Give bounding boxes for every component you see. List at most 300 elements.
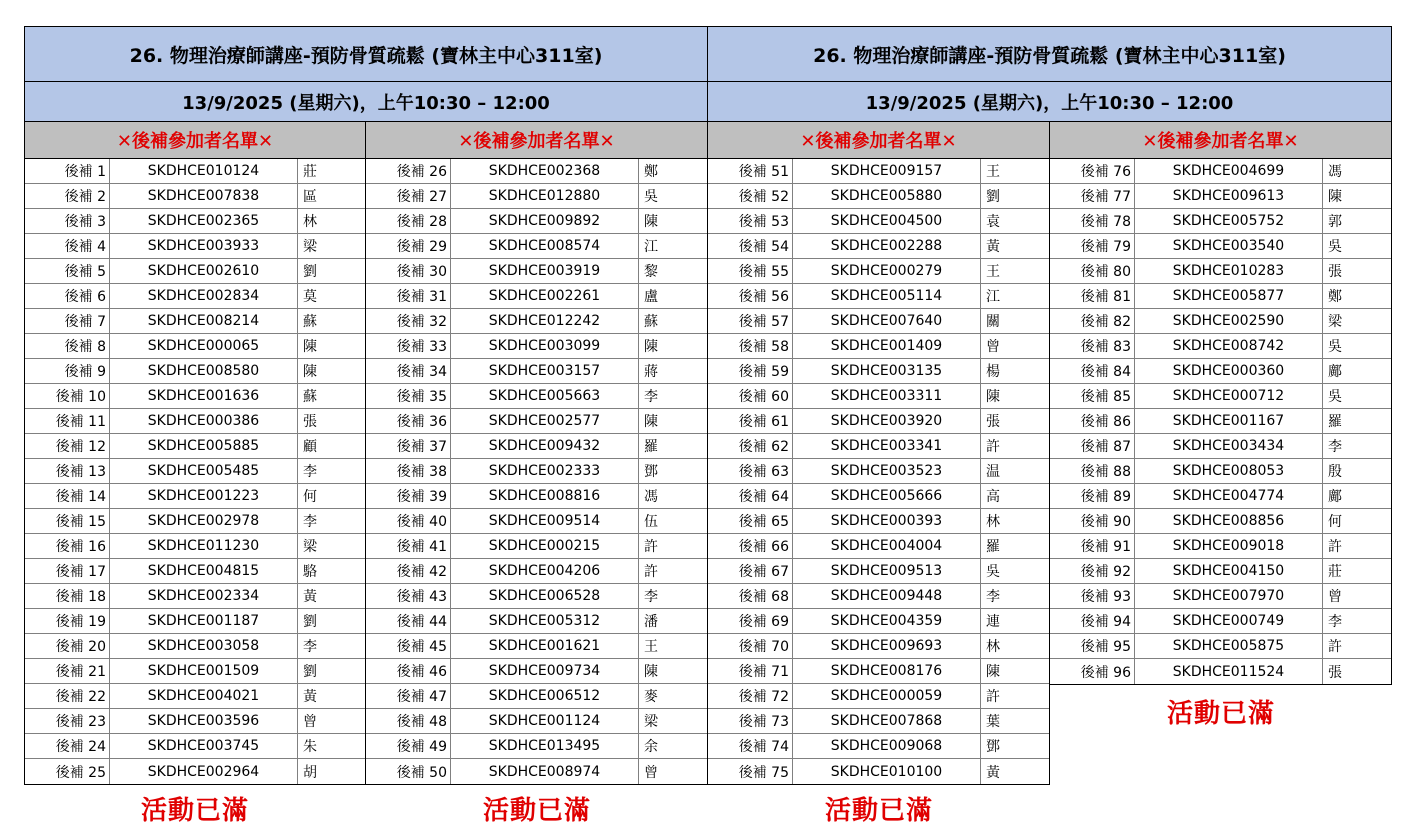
- table-row: [366, 234, 707, 259]
- waitlist-number: 後補 94: [1050, 609, 1135, 633]
- table-row: [708, 459, 1049, 484]
- waitlist-number: 後補 86: [1050, 409, 1135, 433]
- member-code: SKDHCE003135: [793, 359, 981, 383]
- table-row: [25, 659, 365, 684]
- waitlist-number: 後補 74: [708, 734, 793, 758]
- member-code: SKDHCE005312: [451, 609, 639, 633]
- table-row: [1050, 334, 1391, 359]
- waitlist-number: 後補 84: [1050, 359, 1135, 383]
- member-code: SKDHCE002365: [110, 209, 298, 233]
- table-row: [25, 334, 365, 359]
- member-code: SKDHCE003341: [793, 434, 981, 458]
- member-surname: 梁: [1328, 314, 1342, 330]
- waitlist-number: 後補 79: [1050, 234, 1135, 258]
- waitlist-number: 後補 25: [25, 759, 110, 784]
- member-surname: 黎: [644, 264, 658, 280]
- member-code: SKDHCE005885: [110, 434, 298, 458]
- member-surname: 林: [986, 639, 1000, 655]
- waitlist-number: 後補 57: [708, 309, 793, 333]
- waitlist-number: 後補 59: [708, 359, 793, 383]
- event-date: 13/9/2025 (星期六)，上午10:30 – 12:00: [24, 82, 708, 122]
- member-surname: 羅: [1328, 414, 1342, 430]
- waitlist-number: 後補 52: [708, 184, 793, 208]
- table-row: [366, 759, 707, 784]
- member-code: SKDHCE003933: [110, 234, 298, 258]
- member-code: SKDHCE010283: [1135, 259, 1323, 283]
- member-surname: 蔣: [644, 364, 658, 380]
- waitlist-rows: [24, 159, 366, 785]
- waitlist-number: 後補 87: [1050, 434, 1135, 458]
- waitlist-number: 後補 90: [1050, 509, 1135, 533]
- member-code: SKDHCE001167: [1135, 409, 1323, 433]
- table-row: [25, 259, 365, 284]
- member-surname: 莊: [1328, 564, 1342, 580]
- member-code: SKDHCE008856: [1135, 509, 1323, 533]
- waitlist-number: 後補 95: [1050, 634, 1135, 658]
- waitlist-number: 後補 71: [708, 659, 793, 683]
- waitlist-number: 後補 45: [366, 634, 451, 658]
- member-code: SKDHCE005663: [451, 384, 639, 408]
- waitlist-number: 後補 1: [25, 159, 110, 183]
- table-row: [25, 534, 365, 559]
- waitlist-number: 後補 35: [366, 384, 451, 408]
- member-surname: 陳: [644, 664, 658, 680]
- event-date: 13/9/2025 (星期六)，上午10:30 – 12:00: [708, 82, 1392, 122]
- member-surname: 鄺: [1328, 364, 1342, 380]
- member-code: SKDHCE001124: [451, 709, 639, 733]
- member-surname: 王: [986, 164, 1000, 180]
- member-surname: 麥: [644, 689, 658, 705]
- waitlist-header: ✕後補參加者名單✕: [24, 122, 366, 159]
- member-surname: 殷: [1328, 464, 1342, 480]
- table-row: [708, 534, 1049, 559]
- member-code: SKDHCE009613: [1135, 184, 1323, 208]
- table-row: [708, 484, 1049, 509]
- table-row: [366, 384, 707, 409]
- waitlist-number: 後補 53: [708, 209, 793, 233]
- waitlist-number: 後補 37: [366, 434, 451, 458]
- waitlist-number: 後補 8: [25, 334, 110, 358]
- member-code: SKDHCE000065: [110, 334, 298, 358]
- member-code: SKDHCE002368: [451, 159, 639, 183]
- member-code: SKDHCE004815: [110, 559, 298, 583]
- table-row: [366, 409, 707, 434]
- waitlist-number: 後補 72: [708, 684, 793, 708]
- member-surname: 鄭: [1328, 289, 1342, 305]
- member-code: SKDHCE010100: [793, 759, 981, 784]
- waitlist-number: 後補 44: [366, 609, 451, 633]
- member-code: SKDHCE009068: [793, 734, 981, 758]
- member-code: SKDHCE009734: [451, 659, 639, 683]
- member-code: SKDHCE008742: [1135, 334, 1323, 358]
- waitlist-number: 後補 49: [366, 734, 451, 758]
- member-code: SKDHCE003919: [451, 259, 639, 283]
- member-surname: 張: [1328, 664, 1342, 681]
- member-surname: 盧: [644, 289, 658, 305]
- table-row: [708, 409, 1049, 434]
- table-row: [25, 709, 365, 734]
- table-row: [1050, 234, 1391, 259]
- member-code: SKDHCE004004: [793, 534, 981, 558]
- table-row: [708, 559, 1049, 584]
- table-row: [708, 359, 1049, 384]
- member-code: SKDHCE003311: [793, 384, 981, 408]
- member-code: SKDHCE005752: [1135, 209, 1323, 233]
- table-row: [25, 584, 365, 609]
- table-row: [708, 384, 1049, 409]
- member-code: SKDHCE002334: [110, 584, 298, 608]
- waitlist-number: 後補 29: [366, 234, 451, 258]
- member-code: SKDHCE011524: [1135, 659, 1323, 684]
- member-surname: 區: [303, 189, 317, 205]
- member-surname: 莫: [303, 289, 317, 305]
- member-code: SKDHCE011230: [110, 534, 298, 558]
- table-row: [366, 484, 707, 509]
- member-surname: 李: [644, 389, 658, 405]
- member-code: SKDHCE005114: [793, 284, 981, 308]
- member-surname: 劉: [303, 264, 317, 280]
- member-code: SKDHCE002978: [110, 509, 298, 533]
- member-code: SKDHCE008580: [110, 359, 298, 383]
- member-code: SKDHCE006512: [451, 684, 639, 708]
- waitlist-number: 後補 76: [1050, 159, 1135, 183]
- member-surname: 曾: [986, 339, 1000, 355]
- member-surname: 李: [303, 639, 317, 655]
- member-surname: 王: [986, 264, 1000, 280]
- waitlist-number: 後補 82: [1050, 309, 1135, 333]
- member-code: SKDHCE009448: [793, 584, 981, 608]
- table-row: [1050, 534, 1391, 559]
- member-code: SKDHCE002610: [110, 259, 298, 283]
- waitlist-number: 後補 24: [25, 734, 110, 758]
- member-code: SKDHCE007640: [793, 309, 981, 333]
- table-row: [708, 309, 1049, 334]
- waitlist-number: 後補 58: [708, 334, 793, 358]
- table-row: [25, 309, 365, 334]
- table-row: [366, 334, 707, 359]
- member-surname: 連: [986, 614, 1000, 630]
- table-row: [1050, 484, 1391, 509]
- member-surname: 劉: [986, 189, 1000, 205]
- waitlist-number: 後補 11: [25, 409, 110, 433]
- waitlist-number: 後補 32: [366, 309, 451, 333]
- member-code: SKDHCE003058: [110, 634, 298, 658]
- member-code: SKDHCE001509: [110, 659, 298, 683]
- member-code: SKDHCE008574: [451, 234, 639, 258]
- waitlist-number: 後補 96: [1050, 659, 1135, 684]
- member-code: SKDHCE005666: [793, 484, 981, 508]
- member-surname: 江: [986, 289, 1000, 305]
- member-code: SKDHCE004699: [1135, 159, 1323, 183]
- waitlist-number: 後補 39: [366, 484, 451, 508]
- member-surname: 陳: [303, 339, 317, 355]
- table-row: [708, 184, 1049, 209]
- member-surname: 蘇: [303, 314, 317, 330]
- member-code: SKDHCE006528: [451, 584, 639, 608]
- waitlist-number: 後補 3: [25, 209, 110, 233]
- waitlist-number: 後補 13: [25, 459, 110, 483]
- member-surname: 許: [1328, 539, 1342, 555]
- member-code: SKDHCE005875: [1135, 634, 1323, 658]
- member-code: SKDHCE004359: [793, 609, 981, 633]
- table-row: [1050, 259, 1391, 284]
- table-row: [25, 209, 365, 234]
- member-code: SKDHCE004206: [451, 559, 639, 583]
- waitlist-number: 後補 50: [366, 759, 451, 784]
- table-row: [708, 634, 1049, 659]
- member-surname: 鄺: [1328, 489, 1342, 505]
- table-row: [25, 509, 365, 534]
- member-surname: 陳: [644, 414, 658, 430]
- member-code: SKDHCE004774: [1135, 484, 1323, 508]
- table-row: [1050, 159, 1391, 184]
- member-code: SKDHCE000393: [793, 509, 981, 533]
- waitlist-column: [366, 122, 708, 785]
- member-surname: 許: [644, 564, 658, 580]
- waitlist-number: 後補 73: [708, 709, 793, 733]
- member-surname: 許: [1328, 639, 1342, 655]
- waitlist-number: 後補 51: [708, 159, 793, 183]
- table-row: [708, 284, 1049, 309]
- waitlist-number: 後補 56: [708, 284, 793, 308]
- table-row: [1050, 434, 1391, 459]
- member-surname: 黃: [986, 239, 1000, 255]
- waitlist-panel: [24, 26, 708, 822]
- table-row: [366, 559, 707, 584]
- member-surname: 許: [986, 439, 1000, 455]
- table-row: [366, 534, 707, 559]
- member-code: SKDHCE004150: [1135, 559, 1323, 583]
- waitlist-number: 後補 81: [1050, 284, 1135, 308]
- event-title: 26. 物理治療師講座-預防骨質疏鬆 (寶林主中心311室): [708, 26, 1392, 82]
- member-surname: 陳: [1328, 189, 1342, 205]
- member-code: SKDHCE000386: [110, 409, 298, 433]
- table-row: [25, 734, 365, 759]
- waitlist-header: ✕後補參加者名單✕: [708, 122, 1050, 159]
- table-row: [366, 584, 707, 609]
- table-row: [1050, 459, 1391, 484]
- member-code: SKDHCE002333: [451, 459, 639, 483]
- waitlist-number: 後補 23: [25, 709, 110, 733]
- member-surname: 胡: [303, 764, 317, 781]
- member-surname: 曾: [644, 764, 658, 781]
- waitlist-number: 後補 93: [1050, 584, 1135, 608]
- table-row: [708, 659, 1049, 684]
- member-surname: 陳: [303, 364, 317, 380]
- member-surname: 朱: [303, 739, 317, 755]
- waitlist-number: 後補 63: [708, 459, 793, 483]
- waitlist-number: 後補 7: [25, 309, 110, 333]
- table-row: [366, 184, 707, 209]
- member-code: SKDHCE000360: [1135, 359, 1323, 383]
- full-notice: 活動已滿: [1166, 699, 1275, 729]
- member-code: SKDHCE002590: [1135, 309, 1323, 333]
- waitlist-number: 後補 66: [708, 534, 793, 558]
- waitlist-number: 後補 31: [366, 284, 451, 308]
- member-surname: 林: [303, 214, 317, 230]
- member-code: SKDHCE004021: [110, 684, 298, 708]
- member-code: SKDHCE012242: [451, 309, 639, 333]
- waitlist-number: 後補 83: [1050, 334, 1135, 358]
- table-row: [708, 434, 1049, 459]
- member-code: SKDHCE009693: [793, 634, 981, 658]
- member-surname: 陳: [644, 214, 658, 230]
- table-row: [25, 634, 365, 659]
- member-surname: 馮: [1328, 164, 1342, 180]
- waitlist-number: 後補 10: [25, 384, 110, 408]
- member-code: SKDHCE005877: [1135, 284, 1323, 308]
- waitlist-number: 後補 70: [708, 634, 793, 658]
- member-surname: 何: [303, 489, 317, 505]
- member-code: SKDHCE003157: [451, 359, 639, 383]
- member-code: SKDHCE010124: [110, 159, 298, 183]
- table-row: [25, 759, 365, 784]
- member-code: SKDHCE009432: [451, 434, 639, 458]
- table-row: [366, 684, 707, 709]
- member-surname: 顧: [303, 439, 317, 455]
- table-row: [366, 734, 707, 759]
- waitlist-number: 後補 12: [25, 434, 110, 458]
- member-surname: 梁: [303, 239, 317, 255]
- member-code: SKDHCE003540: [1135, 234, 1323, 258]
- member-code: SKDHCE009018: [1135, 534, 1323, 558]
- waitlist-number: 後補 55: [708, 259, 793, 283]
- table-row: [708, 734, 1049, 759]
- member-surname: 吳: [1328, 389, 1342, 405]
- table-row: [708, 234, 1049, 259]
- member-code: SKDHCE003523: [793, 459, 981, 483]
- waitlist-number: 後補 30: [366, 259, 451, 283]
- table-row: [1050, 409, 1391, 434]
- table-row: [366, 709, 707, 734]
- member-surname: 劉: [303, 664, 317, 680]
- member-surname: 余: [644, 739, 658, 755]
- table-row: [708, 159, 1049, 184]
- waitlist-number: 後補 33: [366, 334, 451, 358]
- table-row: [25, 159, 365, 184]
- member-surname: 李: [986, 589, 1000, 605]
- member-code: SKDHCE009514: [451, 509, 639, 533]
- table-row: [25, 609, 365, 634]
- waitlist-number: 後補 91: [1050, 534, 1135, 558]
- member-surname: 李: [1328, 614, 1342, 630]
- member-code: SKDHCE002834: [110, 284, 298, 308]
- waitlist-number: 後補 4: [25, 234, 110, 258]
- member-code: SKDHCE003745: [110, 734, 298, 758]
- table-row: [25, 384, 365, 409]
- member-code: SKDHCE001636: [110, 384, 298, 408]
- table-row: [1050, 184, 1391, 209]
- member-code: SKDHCE000279: [793, 259, 981, 283]
- waitlist-number: 後補 19: [25, 609, 110, 633]
- member-code: SKDHCE002964: [110, 759, 298, 784]
- member-surname: 伍: [644, 514, 658, 530]
- waitlist-number: 後補 67: [708, 559, 793, 583]
- waitlist-column: [708, 122, 1050, 785]
- member-surname: 蘇: [644, 314, 658, 330]
- waitlist-number: 後補 26: [366, 159, 451, 183]
- member-surname: 江: [644, 239, 658, 255]
- waitlist-number: 後補 47: [366, 684, 451, 708]
- table-row: [25, 184, 365, 209]
- table-row: [25, 434, 365, 459]
- member-surname: 高: [986, 489, 1000, 505]
- member-surname: 陳: [644, 339, 658, 355]
- table-row: [1050, 559, 1391, 584]
- member-code: SKDHCE008053: [1135, 459, 1323, 483]
- table-row: [25, 409, 365, 434]
- member-code: SKDHCE007970: [1135, 584, 1323, 608]
- waitlist-number: 後補 2: [25, 184, 110, 208]
- table-row: [708, 584, 1049, 609]
- waitlist-rows: [708, 159, 1050, 785]
- member-surname: 梁: [644, 714, 658, 730]
- waitlist-number: 後補 14: [25, 484, 110, 508]
- waitlist-column: [24, 122, 366, 785]
- member-code: SKDHCE009157: [793, 159, 981, 183]
- member-code: SKDHCE000059: [793, 684, 981, 708]
- member-surname: 吳: [644, 189, 658, 205]
- table-row: [366, 259, 707, 284]
- member-surname: 袁: [986, 214, 1000, 230]
- table-row: [366, 434, 707, 459]
- waitlist-number: 後補 21: [25, 659, 110, 683]
- waitlist-number: 後補 75: [708, 759, 793, 784]
- table-row: [25, 484, 365, 509]
- member-surname: 黃: [986, 764, 1000, 781]
- member-surname: 鄧: [644, 464, 658, 480]
- member-code: SKDHCE001409: [793, 334, 981, 358]
- table-row: [708, 609, 1049, 634]
- event-title: 26. 物理治療師講座-預防骨質疏鬆 (寶林主中心311室): [24, 26, 708, 82]
- full-notice: 活動已滿: [824, 796, 933, 826]
- member-surname: 吳: [1328, 239, 1342, 255]
- table-row: [708, 334, 1049, 359]
- table-row: [1050, 359, 1391, 384]
- table-row: [366, 609, 707, 634]
- member-surname: 李: [303, 514, 317, 530]
- member-surname: 李: [1328, 439, 1342, 455]
- member-code: SKDHCE000749: [1135, 609, 1323, 633]
- table-row: [1050, 609, 1391, 634]
- table-row: [1050, 634, 1391, 659]
- table-row: [366, 309, 707, 334]
- member-surname: 曾: [1328, 589, 1342, 605]
- member-code: SKDHCE003434: [1135, 434, 1323, 458]
- table-row: [1050, 384, 1391, 409]
- table-row: [366, 159, 707, 184]
- waitlist-number: 後補 16: [25, 534, 110, 558]
- table-row: [25, 359, 365, 384]
- member-code: SKDHCE001621: [451, 634, 639, 658]
- waitlist-number: 後補 43: [366, 584, 451, 608]
- table-row: [366, 359, 707, 384]
- waitlist-number: 後補 17: [25, 559, 110, 583]
- table-row: [366, 284, 707, 309]
- waitlist-number: 後補 42: [366, 559, 451, 583]
- table-row: [1050, 309, 1391, 334]
- member-code: SKDHCE002288: [793, 234, 981, 258]
- waitlist-number: 後補 78: [1050, 209, 1135, 233]
- member-surname: 吳: [1328, 339, 1342, 355]
- member-surname: 莊: [303, 164, 317, 180]
- waitlist-number: 後補 48: [366, 709, 451, 733]
- member-surname: 王: [644, 639, 658, 655]
- member-surname: 許: [644, 539, 658, 555]
- member-surname: 張: [303, 414, 317, 430]
- table-row: [25, 234, 365, 259]
- full-notice: 活動已滿: [140, 796, 249, 826]
